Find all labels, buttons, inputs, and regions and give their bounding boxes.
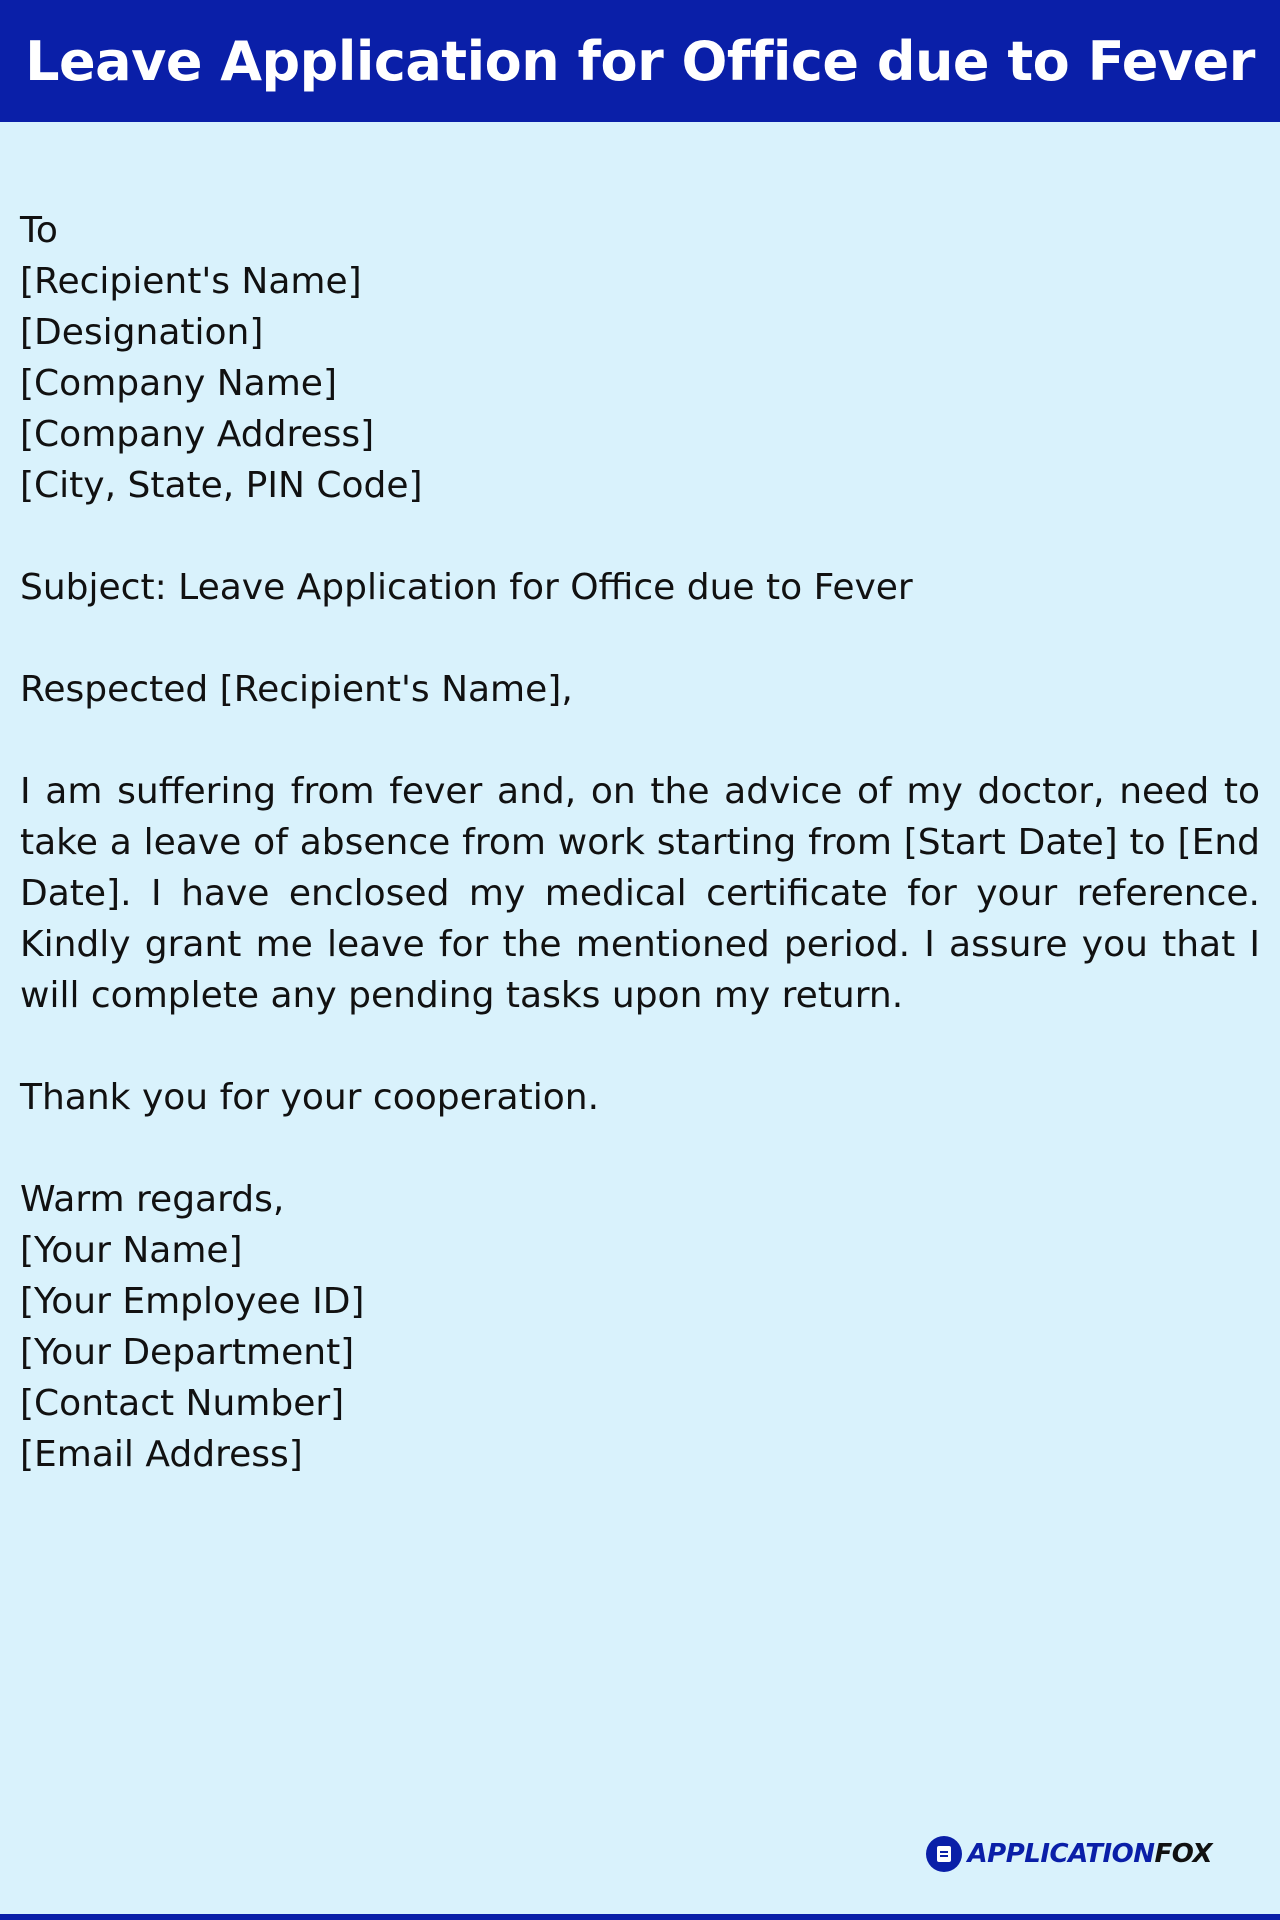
brand-logo-text — [968, 1839, 1212, 1869]
subject-line: Subject: Leave Application for Office due to Fever — [20, 567, 913, 608]
spacer — [20, 511, 1260, 562]
document-icon — [926, 1836, 962, 1872]
spacer — [20, 715, 1260, 766]
recipient-address: [Company Address] — [20, 414, 375, 455]
recipient-city: [City, State, PIN Code] — [20, 465, 423, 506]
salutation: Respected [Recipient's Name], — [20, 669, 573, 710]
recipient-designation: [Designation] — [20, 312, 264, 353]
brand-logo — [926, 1836, 1212, 1872]
sender-name: [Your Name] — [20, 1230, 243, 1271]
sender-contact: [Contact Number] — [20, 1383, 345, 1424]
brand-logo-text-part2: FOX — [1154, 1839, 1212, 1869]
to-label: To — [20, 210, 58, 251]
letter-body — [20, 205, 1260, 1480]
spacer — [20, 613, 1260, 664]
page-header — [0, 0, 1280, 122]
brand-logo-text-part1: APPLICATION — [967, 1839, 1155, 1869]
thanks-line: Thank you for your cooperation. — [20, 1077, 600, 1118]
recipient-company: [Company Name] — [20, 363, 338, 404]
spacer — [20, 1123, 1260, 1174]
sender-employee-id: [Your Employee ID] — [20, 1281, 365, 1322]
spacer — [20, 1021, 1260, 1072]
body-paragraph: I am suffering from fever and, on the advice of my doctor, need to take a leave of absence from work starting from [Start Date] to [End Date]. I have enclosed my medical certificate for your reference. Kindly grant me leave for the mentioned period. I assure you that I will complete any pending tasks upon my return. — [20, 771, 1260, 1016]
sender-department: [Your Department] — [20, 1332, 355, 1373]
page-title: Leave Application for Office due to Fever — [25, 29, 1255, 93]
sender-email: [Email Address] — [20, 1434, 303, 1475]
bottom-border — [0, 1914, 1280, 1920]
recipient-name: [Recipient's Name] — [20, 261, 362, 302]
closing-line: Warm regards, — [20, 1179, 285, 1220]
